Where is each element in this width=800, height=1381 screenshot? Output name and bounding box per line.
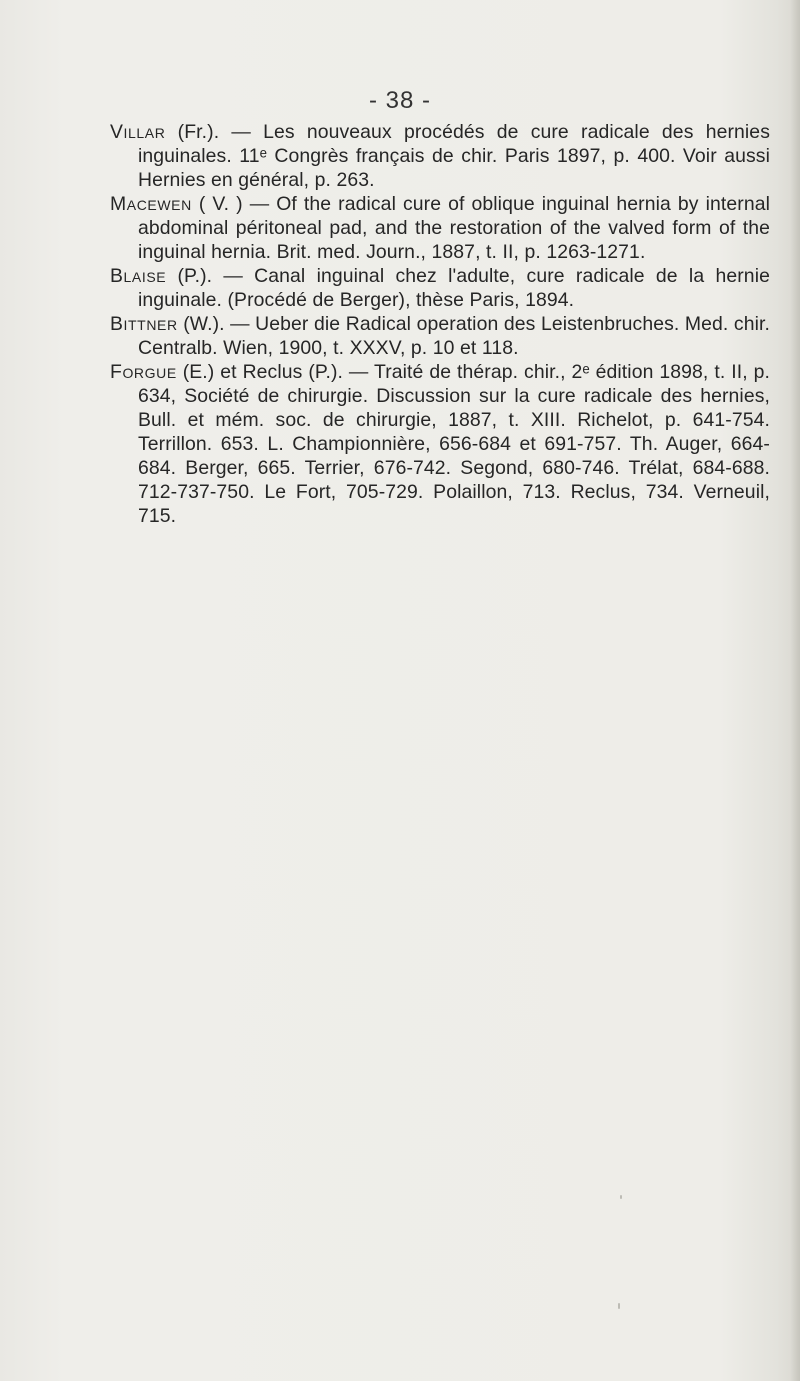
entry-author: Macewen xyxy=(110,193,192,215)
page-number: - 38 - xyxy=(368,87,431,114)
paper-speck xyxy=(620,1195,622,1199)
entry-text: (P.). — Canal inguinal chez l'adulte, cure radicale de la hernie inguinale. (Procédé de Berger), thèse Paris, 1894. xyxy=(138,265,770,311)
bibliography-entry xyxy=(110,360,770,528)
paper-speck xyxy=(618,1303,620,1309)
bibliography-entry xyxy=(110,312,770,360)
entry-author: Blaise xyxy=(110,265,167,287)
entry-text: (Fr.). — Les nouveaux procédés de cure radicale des hernies inguinales. 11ᵉ Congrès français de chir. Paris 1897, p. 400. Voir aussi Hernies en général, p. 263. xyxy=(138,121,770,191)
bibliography-list xyxy=(110,120,770,528)
entry-text: ( V. ) — Of the radical cure of oblique inguinal hernia by internal abdominal péritoneal pad, and the restoration of the valved form of the inguinal hernia. Brit. med. Journ., 1887, t. II, p. 1263-1271. xyxy=(138,193,770,263)
page-edge-shadow xyxy=(790,0,800,1381)
bibliography-entry xyxy=(110,120,770,192)
entry-text: (W.). — Ueber die Radical operation des Leistenbruches. Med. chir. Centralb. Wien, 1900, t. XXXV, p. 10 et 118. xyxy=(138,313,770,359)
entry-text: (E.) et Reclus (P.). — Traité de thérap. chir., 2ᵉ édition 1898, t. II, p. 634, Société de chirurgie. Discussion sur la cure radicale des hernies, Bull. et mém. soc. de chirurgie, 1887, t. XIII. Richelot, p. 641-754. Terrillon. 653. L. Championnière, 656-684 et 691-757. Th. Auger, 664-684. Berger, 665. Terrier, 676-742. Segond, 680-746. Trélat, 684-688. 712-737-750. Le Fort, 705-729. Polaillon, 713. Reclus, 734. Verneuil, 715. xyxy=(138,361,770,527)
bibliography-entry xyxy=(110,192,770,264)
entry-author: Forgue xyxy=(110,361,177,383)
entry-author: Villar xyxy=(110,121,166,143)
bibliography-entry xyxy=(110,264,770,312)
entry-author: Bittner xyxy=(110,313,178,335)
